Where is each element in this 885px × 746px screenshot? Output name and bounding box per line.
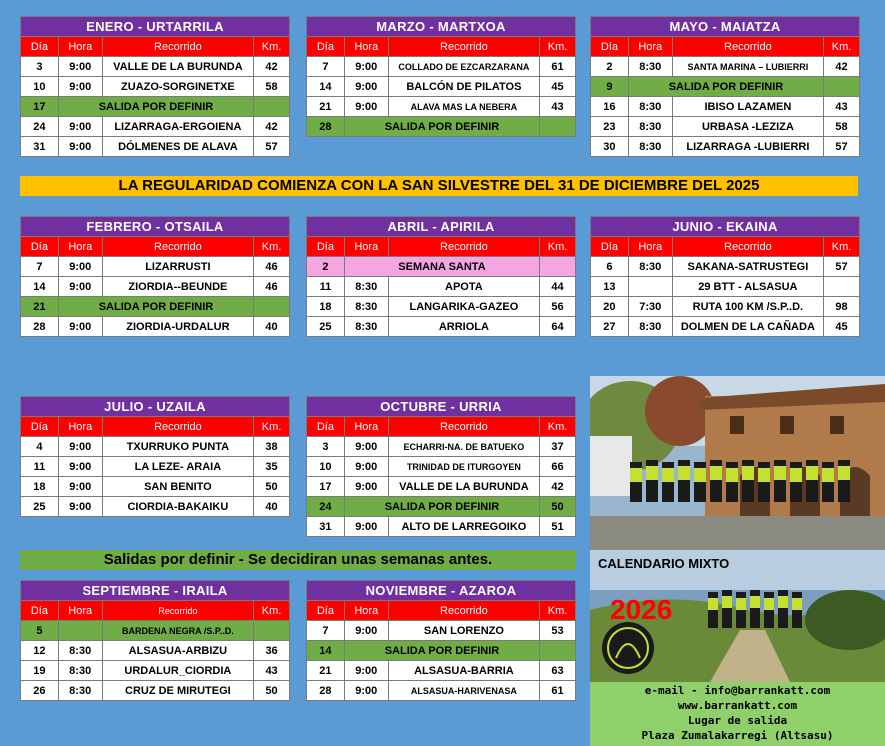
table-row [591, 97, 860, 117]
group-photo-building-image [590, 376, 885, 550]
hora-cell: 8:30 [58, 661, 102, 681]
hora-cell: 9:00 [58, 257, 102, 277]
table-row [307, 661, 576, 681]
table-row [307, 437, 576, 457]
km-cell: 51 [540, 517, 576, 537]
table-row [307, 497, 576, 517]
dia-cell: 17 [307, 477, 345, 497]
recorrido-cell: ARRIOLA [388, 317, 539, 337]
dia-cell: 10 [307, 457, 345, 477]
km-cell: 43 [254, 661, 290, 681]
dia-cell: 14 [307, 77, 345, 97]
col-dia: Día [21, 37, 59, 57]
dia-cell: 31 [307, 517, 345, 537]
hora-cell: 8:30 [628, 97, 672, 117]
dia-cell: 20 [591, 297, 629, 317]
recorrido-cell: SAN LORENZO [388, 621, 539, 641]
col-hora: Hora [628, 37, 672, 57]
recorrido-cell: LANGARIKA-GAZEO [388, 297, 539, 317]
col-km: Km. [824, 37, 860, 57]
table-row [21, 437, 290, 457]
col-dia: Día [21, 601, 59, 621]
col-recorrido: Recorrido [388, 417, 539, 437]
month-table-noviembre [306, 580, 576, 701]
hora-cell: 9:00 [58, 57, 102, 77]
col-hora: Hora [344, 37, 388, 57]
recorrido-cell: SALIDA POR DEFINIR [628, 77, 823, 97]
hora-cell: 8:30 [628, 137, 672, 157]
table-row [307, 257, 576, 277]
month-table-abril [306, 216, 576, 337]
dia-cell: 13 [591, 277, 629, 297]
col-dia: Día [21, 417, 59, 437]
km-cell: 43 [824, 97, 860, 117]
table-row [21, 641, 290, 661]
km-cell [540, 641, 576, 661]
table-row [307, 297, 576, 317]
hora-cell: 8:30 [58, 681, 102, 701]
col-hora: Hora [58, 601, 102, 621]
dia-cell: 26 [21, 681, 59, 701]
month-title: OCTUBRE - URRIA [307, 397, 576, 417]
km-cell: 40 [254, 317, 290, 337]
recorrido-cell: SALIDA POR DEFINIR [344, 641, 539, 661]
table-row [21, 257, 290, 277]
recorrido-cell: URBASA -LEZIZA [672, 117, 823, 137]
km-cell: 66 [540, 457, 576, 477]
recorrido-cell: SALIDA POR DEFINIR [344, 497, 539, 517]
recorrido-cell: SANTA MARINA – LUBIERRI [672, 57, 823, 77]
recorrido-cell: BALCÓN DE PILATOS [388, 77, 539, 97]
email-text: e-mail - info@barrankatt.com [644, 684, 831, 697]
salidas-note: Salidas por definir - Se decidiran unas semanas antes. [20, 550, 576, 570]
recorrido-cell: SALIDA POR DEFINIR [344, 117, 539, 137]
col-hora: Hora [58, 237, 102, 257]
hora-cell: 9:00 [344, 97, 388, 117]
hora-cell: 9:00 [58, 277, 102, 297]
col-hora: Hora [344, 237, 388, 257]
col-recorrido: Recorrido [388, 37, 539, 57]
recorrido-cell: URDALUR_CIORDIA [102, 661, 254, 681]
col-recorrido: Recorrido [102, 237, 253, 257]
month-title: ENERO - URTARRILA [21, 17, 290, 37]
table-row [21, 457, 290, 477]
hora-cell: 9:00 [58, 77, 102, 97]
km-cell [254, 621, 290, 641]
recorrido-cell: IBISO LAZAMEN [672, 97, 823, 117]
hora-cell: 8:30 [344, 297, 388, 317]
recorrido-cell: LIZARRUSTI [102, 257, 253, 277]
col-km: Km. [254, 37, 290, 57]
month-table-junio [590, 216, 860, 337]
col-hora: Hora [628, 237, 672, 257]
table-row [21, 77, 290, 97]
dia-cell: 2 [591, 57, 629, 77]
hora-cell: 9:00 [58, 117, 102, 137]
month-table-mayo [590, 16, 860, 157]
km-cell [824, 277, 860, 297]
table-row [21, 317, 290, 337]
hora-cell: 8:30 [628, 257, 672, 277]
col-recorrido: Recorrido [102, 37, 253, 57]
lugar-text: Lugar de salida [687, 714, 788, 727]
km-cell: 58 [254, 77, 290, 97]
recorrido-cell: SEMANA SANTA [344, 257, 539, 277]
km-cell: 40 [254, 497, 290, 517]
table-row [591, 57, 860, 77]
dia-cell: 18 [307, 297, 345, 317]
dia-cell: 4 [21, 437, 59, 457]
dia-cell: 16 [591, 97, 629, 117]
hora-cell: 8:30 [344, 317, 388, 337]
regularity-banner: LA REGULARIDAD COMIENZA CON LA SAN SILVESTRE DEL 31 DE DICIEMBRE DEL 2025 [20, 176, 858, 196]
table-row [21, 477, 290, 497]
col-recorrido: Recorrido [388, 601, 539, 621]
col-dia: Día [307, 237, 345, 257]
dia-cell: 6 [591, 257, 629, 277]
col-recorrido: Recorrido [102, 601, 254, 621]
recorrido-cell: ALSASUA-HARIVENASA [388, 681, 539, 701]
recorrido-cell: VALLE DE LA BURUNDA [388, 477, 539, 497]
km-cell: 46 [254, 257, 290, 277]
recorrido-cell: RUTA 100 KM /S.P..D. [672, 297, 823, 317]
col-recorrido: Recorrido [388, 237, 539, 257]
recorrido-cell: ZUAZO-SORGINETXE [102, 77, 253, 97]
hora-cell: 9:00 [344, 77, 388, 97]
km-cell: 56 [540, 297, 576, 317]
recorrido-cell: DOLMEN DE LA CAÑADA [672, 317, 823, 337]
dia-cell: 25 [21, 497, 59, 517]
col-hora: Hora [344, 417, 388, 437]
col-km: Km. [540, 417, 576, 437]
km-cell: 63 [540, 661, 576, 681]
dia-cell: 28 [307, 681, 345, 701]
col-km: Km. [254, 601, 290, 621]
table-row [591, 257, 860, 277]
col-dia: Día [591, 237, 629, 257]
hora-cell: 9:00 [58, 137, 102, 157]
recorrido-cell: ZIORDIA--BEUNDE [102, 277, 253, 297]
dia-cell: 21 [307, 661, 345, 681]
km-cell [540, 257, 576, 277]
dia-cell: 21 [21, 297, 59, 317]
col-hora: Hora [344, 601, 388, 621]
dia-cell: 31 [21, 137, 59, 157]
month-title: MAYO - MAIATZA [591, 17, 860, 37]
dia-cell: 7 [307, 621, 345, 641]
hora-cell: 9:00 [58, 317, 102, 337]
km-cell [254, 297, 290, 317]
km-cell: 45 [824, 317, 860, 337]
col-dia: Día [307, 417, 345, 437]
hora-cell: 8:30 [344, 277, 388, 297]
table-row [591, 137, 860, 157]
dia-cell: 14 [21, 277, 59, 297]
dia-cell: 5 [21, 621, 59, 641]
dia-cell: 28 [307, 117, 345, 137]
col-dia: Día [307, 601, 345, 621]
km-cell [254, 97, 290, 117]
dia-cell: 12 [21, 641, 59, 661]
km-cell: 61 [540, 681, 576, 701]
hora-cell: 8:30 [58, 641, 102, 661]
km-cell: 61 [540, 57, 576, 77]
recorrido-cell: COLLADO DE EZCARZARANA [388, 57, 539, 77]
recorrido-cell: APOTA [388, 277, 539, 297]
month-table-enero [20, 16, 290, 157]
km-cell: 44 [540, 277, 576, 297]
calendar-promo [590, 550, 885, 682]
recorrido-cell: CIORDIA-BAKAIKU [102, 497, 253, 517]
hora-cell: 9:00 [344, 517, 388, 537]
dia-cell: 21 [307, 97, 345, 117]
month-title: MARZO - MARTXOA [307, 17, 576, 37]
dia-cell: 11 [307, 277, 345, 297]
col-km: Km. [540, 237, 576, 257]
dia-cell: 14 [307, 641, 345, 661]
km-cell: 45 [540, 77, 576, 97]
dia-cell: 25 [307, 317, 345, 337]
table-row [21, 57, 290, 77]
web-text: www.barrankatt.com [677, 699, 798, 712]
dia-cell: 19 [21, 661, 59, 681]
hora-cell: 7:30 [628, 297, 672, 317]
month-table-febrero [20, 216, 290, 337]
km-cell: 46 [254, 277, 290, 297]
month-table-septiembre [20, 580, 290, 701]
km-cell: 42 [824, 57, 860, 77]
group-photo-building [590, 376, 885, 550]
recorrido-cell: 29 BTT - ALSASUA [672, 277, 823, 297]
km-cell: 58 [824, 117, 860, 137]
dia-cell: 17 [21, 97, 59, 117]
recorrido-cell: DÓLMENES DE ALAVA [102, 137, 253, 157]
km-cell: 98 [824, 297, 860, 317]
month-title: ABRIL - APIRILA [307, 217, 576, 237]
hora-cell [628, 277, 672, 297]
table-row [591, 297, 860, 317]
col-km: Km. [540, 37, 576, 57]
dia-cell: 3 [307, 437, 345, 457]
hora-cell: 9:00 [58, 497, 102, 517]
table-row [307, 621, 576, 641]
month-title: SEPTIEMBRE - IRAILA [21, 581, 290, 601]
table-row [591, 277, 860, 297]
table-row [21, 661, 290, 681]
table-row [307, 457, 576, 477]
table-row [307, 477, 576, 497]
dia-cell: 10 [21, 77, 59, 97]
table-row [307, 117, 576, 137]
dia-cell: 18 [21, 477, 59, 497]
dia-cell: 24 [21, 117, 59, 137]
recorrido-cell: ALSASUA-BARRIA [388, 661, 539, 681]
dia-cell: 23 [591, 117, 629, 137]
dia-cell: 28 [21, 317, 59, 337]
km-cell: 42 [254, 57, 290, 77]
km-cell: 64 [540, 317, 576, 337]
recorrido-cell: SALIDA POR DEFINIR [58, 297, 253, 317]
hora-cell: 9:00 [344, 477, 388, 497]
table-row [591, 317, 860, 337]
col-km: Km. [254, 237, 290, 257]
km-cell [540, 117, 576, 137]
col-km: Km. [540, 601, 576, 621]
month-table-marzo [306, 16, 576, 137]
recorrido-cell: LA LEZE- ARAIA [102, 457, 253, 477]
km-cell: 57 [824, 137, 860, 157]
calendar-year: 2026 [610, 594, 673, 625]
month-table-julio [20, 396, 290, 517]
table-row [21, 137, 290, 157]
km-cell: 43 [540, 97, 576, 117]
col-recorrido: Recorrido [672, 237, 823, 257]
hora-cell: 9:00 [344, 621, 388, 641]
km-cell: 35 [254, 457, 290, 477]
table-row [21, 117, 290, 137]
table-row [591, 117, 860, 137]
table-row [21, 277, 290, 297]
km-cell: 57 [824, 257, 860, 277]
hora-cell [58, 621, 102, 641]
col-recorrido: Recorrido [672, 37, 823, 57]
km-cell: 37 [540, 437, 576, 457]
recorrido-cell: ZIORDIA-URDALUR [102, 317, 253, 337]
table-row [21, 681, 290, 701]
col-dia: Día [21, 237, 59, 257]
hora-cell: 9:00 [344, 437, 388, 457]
col-hora: Hora [58, 37, 102, 57]
col-km: Km. [824, 237, 860, 257]
dia-cell: 2 [307, 257, 345, 277]
calendar-label: CALENDARIO MIXTO [598, 556, 730, 571]
table-row [307, 97, 576, 117]
dia-cell: 30 [591, 137, 629, 157]
hora-cell: 9:00 [58, 477, 102, 497]
km-cell: 50 [254, 681, 290, 701]
recorrido-cell: LIZARRAGA -LUBIERRI [672, 137, 823, 157]
recorrido-cell: ECHARRI-NA. DE BATUEKO [388, 437, 539, 457]
recorrido-cell: ALSASUA-ARBIZU [102, 641, 254, 661]
recorrido-cell: ALTO DE LARREGOIKO [388, 517, 539, 537]
km-cell: 36 [254, 641, 290, 661]
contact-box [590, 682, 885, 746]
hora-cell: 9:00 [344, 681, 388, 701]
recorrido-cell: CRUZ DE MIRUTEGI [102, 681, 254, 701]
table-row [307, 77, 576, 97]
hora-cell: 9:00 [344, 57, 388, 77]
dia-cell: 7 [307, 57, 345, 77]
dia-cell: 27 [591, 317, 629, 337]
table-row [307, 317, 576, 337]
table-row [21, 621, 290, 641]
col-dia: Día [591, 37, 629, 57]
recorrido-cell: VALLE DE LA BURUNDA [102, 57, 253, 77]
hora-cell: 9:00 [58, 437, 102, 457]
recorrido-cell: LIZARRAGA-ERGOIENA [102, 117, 253, 137]
col-dia: Día [307, 37, 345, 57]
dia-cell: 7 [21, 257, 59, 277]
month-title: JULIO - UZAILA [21, 397, 290, 417]
recorrido-cell: TXURRUKO PUNTA [102, 437, 253, 457]
recorrido-cell: BARDENA NEGRA /S.P..D. [102, 621, 254, 641]
table-row [21, 97, 290, 117]
recorrido-cell: SAKANA-SATRUSTEGI [672, 257, 823, 277]
hora-cell: 9:00 [344, 457, 388, 477]
col-hora: Hora [58, 417, 102, 437]
dia-cell: 11 [21, 457, 59, 477]
recorrido-cell: SALIDA POR DEFINIR [58, 97, 253, 117]
month-title: FEBRERO - OTSAILA [21, 217, 290, 237]
table-row [307, 641, 576, 661]
month-title: JUNIO - EKAINA [591, 217, 860, 237]
dia-cell: 3 [21, 57, 59, 77]
km-cell: 53 [540, 621, 576, 641]
table-row [591, 77, 860, 97]
table-row [307, 57, 576, 77]
km-cell [824, 77, 860, 97]
table-row [307, 681, 576, 701]
plaza-text: Plaza Zumalakarregi (Altsasu) [641, 729, 834, 742]
km-cell: 42 [540, 477, 576, 497]
hora-cell: 8:30 [628, 57, 672, 77]
km-cell: 42 [254, 117, 290, 137]
dia-cell: 24 [307, 497, 345, 517]
table-row [307, 277, 576, 297]
recorrido-cell: TRINIDAD DE ITURGOYEN [388, 457, 539, 477]
table-row [21, 497, 290, 517]
hora-cell: 9:00 [58, 457, 102, 477]
dia-cell: 9 [591, 77, 629, 97]
month-table-octubre [306, 396, 576, 537]
hora-cell: 8:30 [628, 317, 672, 337]
barranka-logo-icon [602, 622, 654, 674]
km-cell: 50 [254, 477, 290, 497]
hora-cell: 8:30 [628, 117, 672, 137]
hora-cell: 9:00 [344, 661, 388, 681]
month-title: NOVIEMBRE - AZAROA [307, 581, 576, 601]
km-cell: 57 [254, 137, 290, 157]
table-row [21, 297, 290, 317]
recorrido-cell: SAN BENITO [102, 477, 253, 497]
col-km: Km. [254, 417, 290, 437]
recorrido-cell: ALAVA MAS LA NEBERA [388, 97, 539, 117]
table-row [307, 517, 576, 537]
col-recorrido: Recorrido [102, 417, 253, 437]
km-cell: 50 [540, 497, 576, 517]
km-cell: 38 [254, 437, 290, 457]
